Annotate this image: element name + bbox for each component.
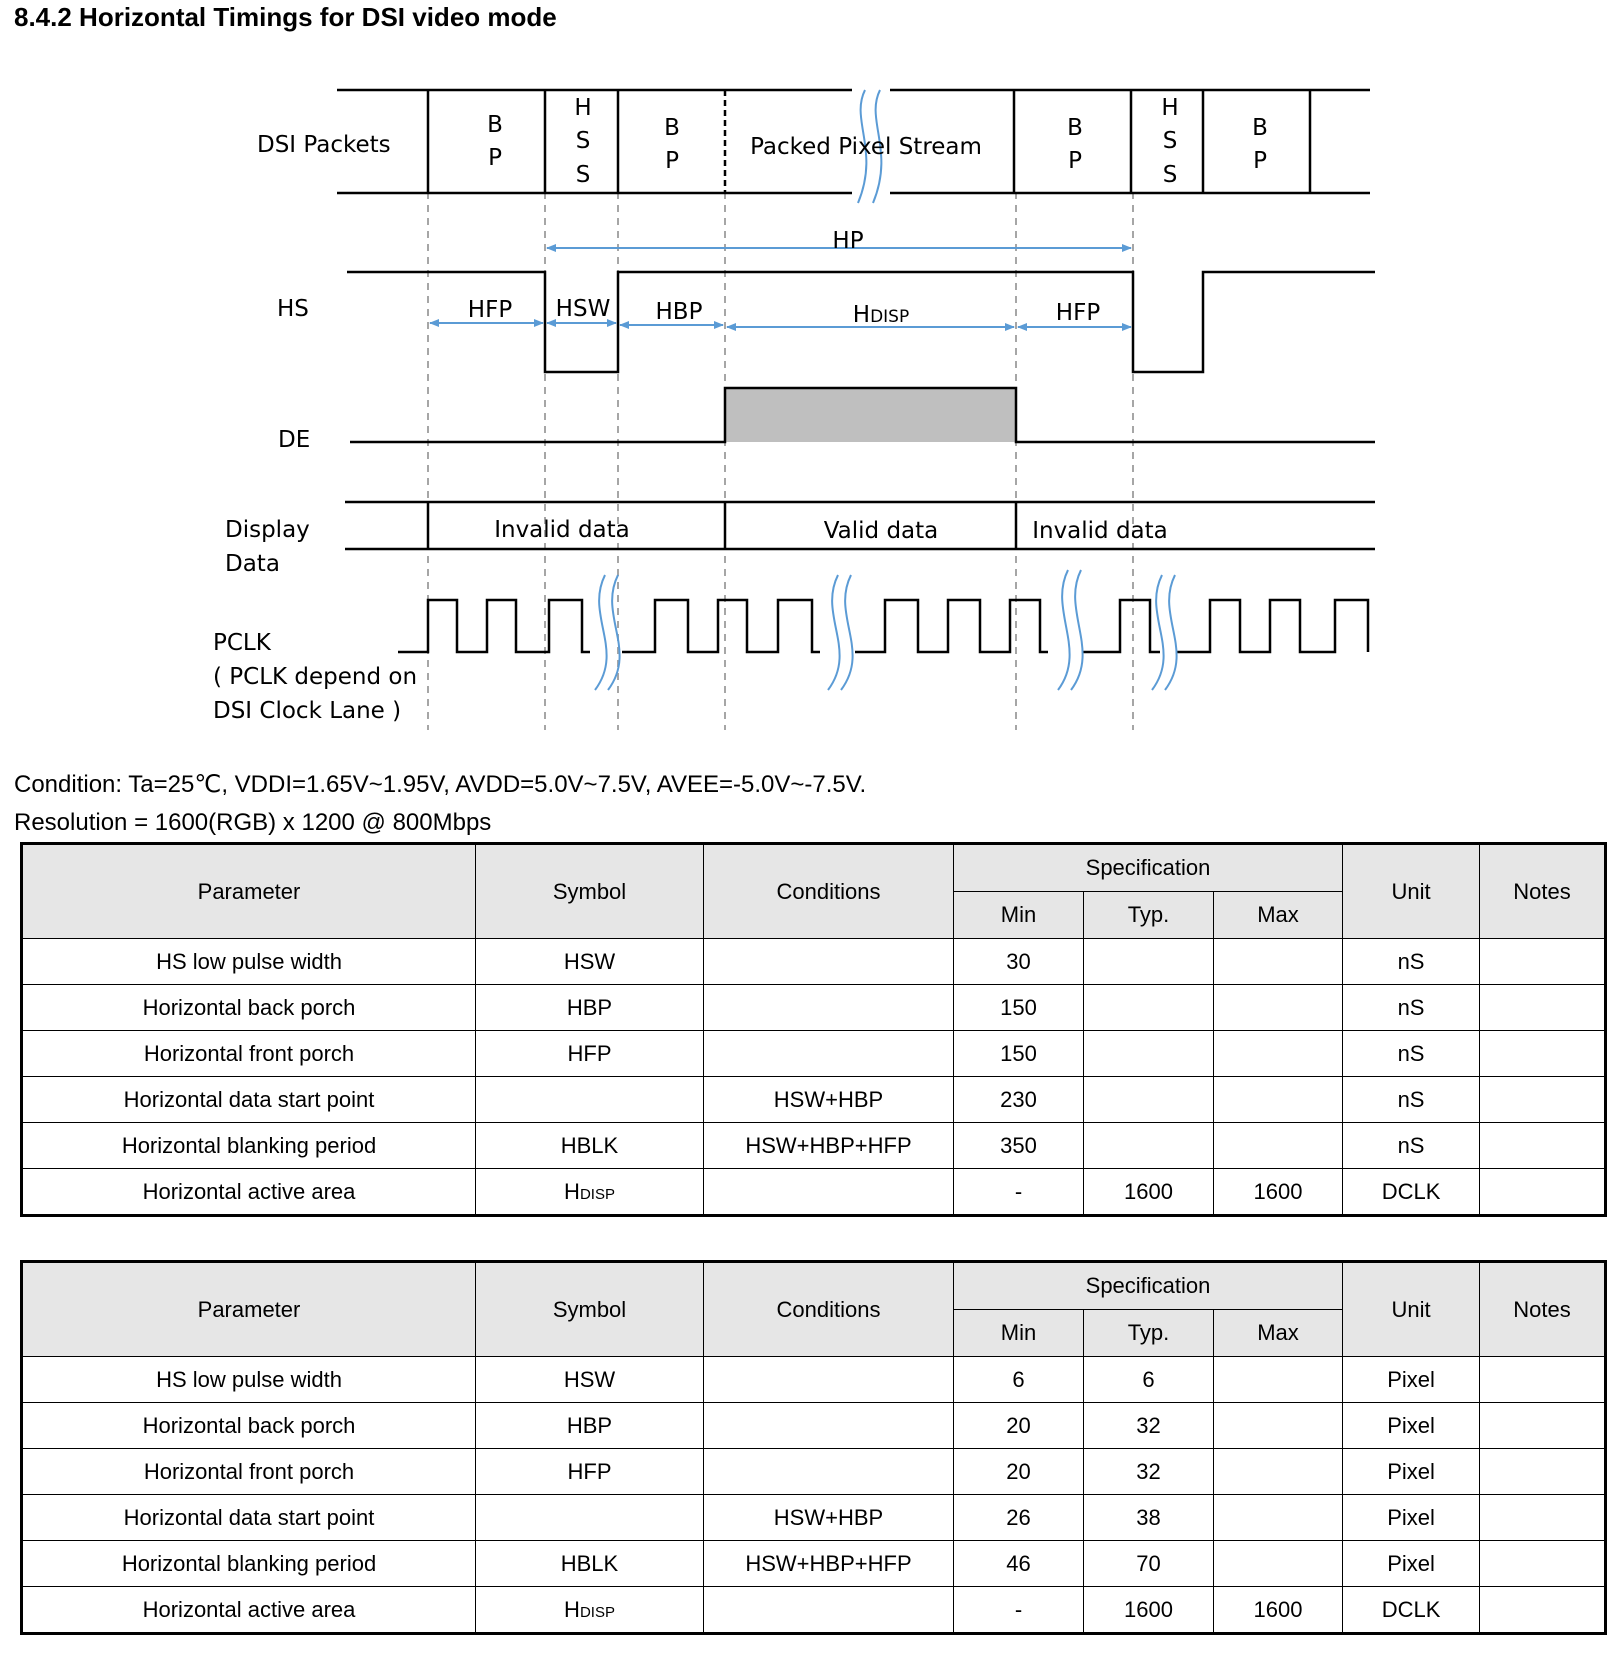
cell-notes [1480,939,1606,985]
hp-label: HP [832,228,864,254]
cell-unit: Pixel [1343,1541,1480,1587]
cell-min: 150 [954,985,1084,1031]
table-row [22,1403,1606,1449]
timing-table-ns [20,842,1607,1217]
cell-symbol [476,1031,704,1077]
header-min: Min [954,892,1084,939]
header-min: Min [954,1310,1084,1357]
cell-notes [1480,1541,1606,1587]
cell-max [1214,939,1343,985]
symbol-subscript: DISP [579,1603,615,1621]
packet-bp-4-b: B [1252,115,1268,141]
table-body [22,939,1606,1216]
cell-min: - [954,1169,1084,1216]
cell-symbol [476,1541,704,1587]
packet-bp-3-p: P [1068,148,1082,174]
header-typ: Typ. [1084,1310,1214,1357]
header-specification: Specification [954,844,1343,892]
cell-notes [1480,1449,1606,1495]
cell-unit: Pixel [1343,1357,1480,1403]
cell-unit: DCLK [1343,1169,1480,1216]
display-valid-data: Valid data [823,518,939,544]
header-symbol: Symbol [476,844,704,939]
header-max: Max [1214,1310,1343,1357]
cell-unit: nS [1343,985,1480,1031]
table-row [22,1123,1606,1169]
packet-hss-2-s2: S [1162,162,1178,188]
header-unit: Unit [1343,844,1480,939]
symbol-main: HSW [563,948,616,974]
cell-typ: 1600 [1084,1587,1214,1634]
cell-parameter: Horizontal blanking period [22,1123,476,1169]
cell-min: 20 [954,1403,1084,1449]
packet-hss-1-h: H [574,95,592,121]
cell-typ [1084,1077,1214,1123]
row-label-hs: HS [277,296,309,322]
table-row [22,939,1606,985]
cell-symbol [476,1449,704,1495]
cell-max [1214,1077,1343,1123]
symbol-main: HFP [567,1040,612,1066]
cell-max [1214,1357,1343,1403]
cell-max: 1600 [1214,1169,1343,1216]
cell-conditions [704,1031,954,1077]
cell-unit: Pixel [1343,1449,1480,1495]
cell-parameter: Horizontal front porch [22,1449,476,1495]
packet-bp-1-b: B [487,112,503,138]
cell-symbol [476,1169,704,1216]
table-row [22,1541,1606,1587]
cell-min: - [954,1587,1084,1634]
cell-conditions [704,939,954,985]
display-invalid-data-2: Invalid data [1032,518,1168,544]
cell-typ: 70 [1084,1541,1214,1587]
packet-bp-2-b: B [664,115,680,141]
header-parameter: Parameter [22,1262,476,1357]
cell-conditions [704,985,954,1031]
cell-parameter: Horizontal back porch [22,1403,476,1449]
header-notes: Notes [1480,844,1606,939]
cell-unit: DCLK [1343,1587,1480,1634]
cell-parameter: Horizontal data start point [22,1077,476,1123]
cell-notes [1480,1123,1606,1169]
symbol-main: HBLK [560,1550,619,1576]
cell-typ [1084,1031,1214,1077]
cell-max: 1600 [1214,1587,1343,1634]
cell-max [1214,1541,1343,1587]
table-row [22,1169,1606,1216]
cell-symbol [476,1403,704,1449]
row-label-pclk-note: ( PCLK depend on [213,664,418,690]
packet-hss-1-s: S [575,128,591,154]
symbol-main: HFP [567,1458,612,1484]
hdisp-label: HDISP [852,302,910,328]
packet-pixel-stream: Packed Pixel Stream [750,134,982,160]
packet-hss-1-s2: S [575,162,591,188]
packet-hss-2-h: H [1161,95,1179,121]
hfp-label-1: HFP [467,297,513,323]
timing-diagram [0,0,1614,740]
pclk-waveform-3 [855,600,1048,652]
cell-typ: 1600 [1084,1169,1214,1216]
cell-max [1214,1403,1343,1449]
pclk-waveform [398,600,590,652]
cell-min: 350 [954,1123,1084,1169]
header-typ: Typ. [1084,892,1214,939]
cell-notes [1480,985,1606,1031]
pclk-waveform-5 [1176,600,1368,652]
cell-min: 230 [954,1077,1084,1123]
cell-symbol [476,985,704,1031]
cell-min: 46 [954,1541,1084,1587]
header-notes: Notes [1480,1262,1606,1357]
packet-bp-2-p: P [665,148,679,174]
cell-conditions: HSW+HBP [704,1495,954,1541]
cell-notes [1480,1587,1606,1634]
symbol-main: HBP [566,1412,613,1438]
cell-notes [1480,1031,1606,1077]
section-heading: 8.4.2 Horizontal Timings for DSI video mode [14,2,557,32]
condition-text: Condition: Ta=25℃, VDDI=1.65V~1.95V, AVDD=5.0V~7.5V, AVEE=-5.0V~-7.5V. [14,771,867,798]
cell-typ: 32 [1084,1403,1214,1449]
cell-unit: Pixel [1343,1403,1480,1449]
cell-typ: 32 [1084,1449,1214,1495]
header-conditions: Conditions [704,844,954,939]
cell-parameter: Horizontal front porch [22,1031,476,1077]
cell-symbol [476,1587,704,1634]
row-label-dsi-packets: DSI Packets [257,132,391,158]
cell-conditions [704,1169,954,1216]
table-row [22,1587,1606,1634]
cell-parameter: HS low pulse width [22,939,476,985]
table-row [22,1357,1606,1403]
cell-notes [1480,1403,1606,1449]
cell-min: 20 [954,1449,1084,1495]
cell-typ [1084,1123,1214,1169]
table-row [22,1077,1606,1123]
packet-hss-2-s: S [1162,128,1178,154]
cell-notes [1480,1357,1606,1403]
cell-notes [1480,1169,1606,1216]
pclk-waveform-4 [1082,600,1160,652]
cell-min: 6 [954,1357,1084,1403]
cell-typ [1084,939,1214,985]
row-label-display-data: Display [225,517,310,543]
cell-conditions [704,1357,954,1403]
cell-typ: 6 [1084,1357,1214,1403]
cell-parameter: Horizontal blanking period [22,1541,476,1587]
pclk-waveform-2 [622,600,820,652]
symbol-main: H [564,1596,580,1622]
table-row [22,985,1606,1031]
header-parameter: Parameter [22,844,476,939]
cell-symbol [476,1077,704,1123]
symbol-main: H [564,1178,580,1204]
packet-bp-4-p: P [1253,148,1267,174]
cell-max [1214,985,1343,1031]
cell-max [1214,1495,1343,1541]
cell-conditions: HSW+HBP [704,1077,954,1123]
header-unit: Unit [1343,1262,1480,1357]
cell-symbol [476,1357,704,1403]
cell-notes [1480,1495,1606,1541]
cell-symbol [476,1495,704,1541]
cell-unit: nS [1343,1077,1480,1123]
cell-parameter: Horizontal active area [22,1587,476,1634]
symbol-main: HBLK [560,1132,619,1158]
table-body [22,1357,1606,1634]
row-label-de: DE [278,427,311,453]
cell-conditions [704,1449,954,1495]
cell-conditions: HSW+HBP+HFP [704,1541,954,1587]
header-conditions: Conditions [704,1262,954,1357]
table-row [22,1449,1606,1495]
row-label-pclk-note-2: DSI Clock Lane ) [213,698,402,724]
cell-unit: nS [1343,1031,1480,1077]
resolution-text: Resolution = 1600(RGB) x 1200 @ 800Mbps [14,809,492,836]
header-symbol: Symbol [476,1262,704,1357]
table-row [22,1495,1606,1541]
cell-parameter: Horizontal active area [22,1169,476,1216]
symbol-main: HBP [566,994,613,1020]
cell-conditions [704,1403,954,1449]
hfp-label-2: HFP [1055,300,1101,326]
header-max: Max [1214,892,1343,939]
cell-symbol [476,1123,704,1169]
table-row [22,1031,1606,1077]
de-active-fill [725,388,1016,442]
symbol-subscript: DISP [579,1185,615,1203]
cell-notes [1480,1077,1606,1123]
hbp-label: HBP [655,299,703,325]
cell-unit: Pixel [1343,1495,1480,1541]
timing-table-pixel [20,1260,1607,1635]
cell-conditions: HSW+HBP+HFP [704,1123,954,1169]
cell-min: 26 [954,1495,1084,1541]
cell-unit: nS [1343,1123,1480,1169]
cell-min: 30 [954,939,1084,985]
cell-max [1214,1123,1343,1169]
display-invalid-data-1: Invalid data [494,517,630,543]
cell-parameter: Horizontal back porch [22,985,476,1031]
cell-parameter: Horizontal data start point [22,1495,476,1541]
cell-max [1214,1449,1343,1495]
cell-parameter: HS low pulse width [22,1357,476,1403]
cell-symbol [476,939,704,985]
row-label-pclk: PCLK [213,630,271,656]
cell-max [1214,1031,1343,1077]
header-specification: Specification [954,1262,1343,1310]
packet-bp-1-p: P [488,145,502,171]
symbol-main: HSW [563,1366,616,1392]
cell-typ [1084,985,1214,1031]
row-label-display-data-2: Data [225,551,280,577]
cell-min: 150 [954,1031,1084,1077]
packet-bp-3-b: B [1067,115,1083,141]
cell-unit: nS [1343,939,1480,985]
hsw-label: HSW [555,296,611,322]
cell-conditions [704,1587,954,1634]
cell-typ: 38 [1084,1495,1214,1541]
